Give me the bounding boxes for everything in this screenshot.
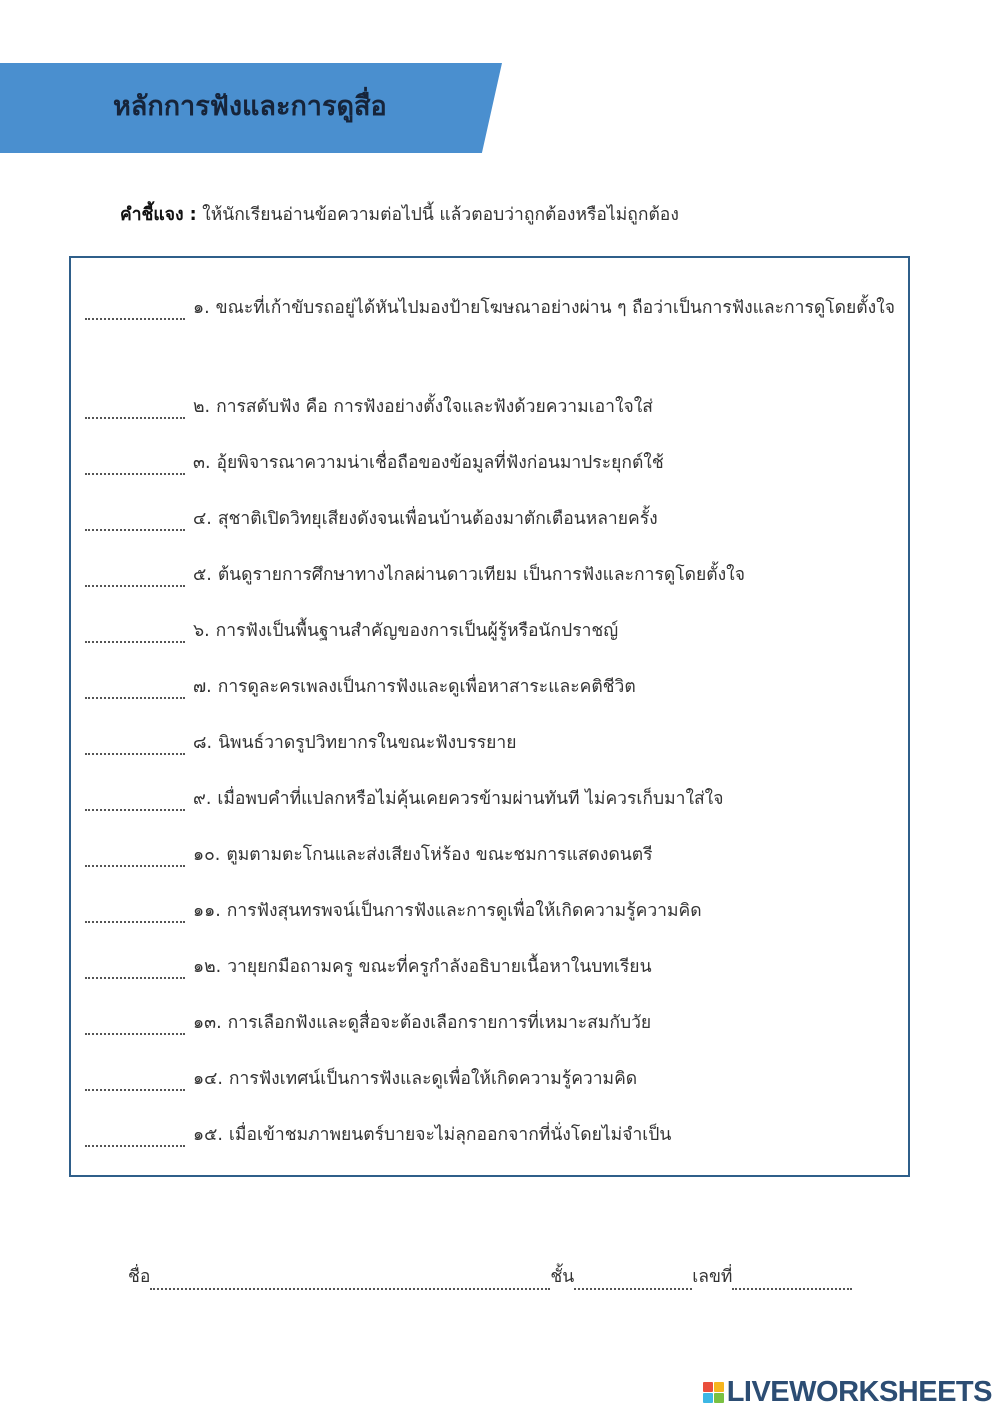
question-number: ๑๓.: [193, 1013, 222, 1033]
question-text: การฟังเป็นพื้นฐานสำคัญของการเป็นผู้รู้หรือนักปราชญ์: [215, 621, 619, 641]
question-item: [85, 1057, 909, 1101]
name-label: ชื่อ: [128, 1267, 151, 1287]
logo-tile-l: [703, 1382, 713, 1392]
logo-text: LIVEWORKSHEETS: [726, 1376, 992, 1408]
question-number: ๕.: [193, 565, 212, 585]
question-number: ๑.: [193, 298, 210, 318]
instruction: [120, 200, 679, 228]
answer-blank[interactable]: [85, 957, 185, 979]
answer-blank[interactable]: [85, 1013, 185, 1035]
question-item: [85, 609, 896, 653]
answer-blank[interactable]: [85, 397, 185, 419]
question-item: [85, 665, 898, 709]
answer-blank[interactable]: [85, 509, 185, 531]
class-label: ชั้น: [550, 1267, 575, 1287]
question-text: ขณะที่เก้าขับรถอยู่ได้หันไปมองป้ายโฆษณาอย่างผ่าน ๆ ถือว่าเป็นการฟังและการดูโดยตั้งใจ: [215, 298, 895, 318]
question-text: เมื่อเข้าชมภาพยนตร์บายจะไม่ลุกออกจากที่นั่งโดยไม่จำเป็น: [228, 1125, 672, 1145]
question-item: [85, 889, 907, 933]
question-text: นิพนธ์วาดรูปวิทยากรในขณะฟังบรรยาย: [218, 733, 517, 753]
logo-tiles-icon: [703, 1382, 724, 1403]
logo-tile-i: [714, 1382, 724, 1392]
question-number: ๑๔.: [193, 1069, 223, 1089]
question-number: ๘.: [193, 733, 213, 753]
question-item: [85, 553, 898, 597]
instruction-label: คำชี้แจง :: [120, 205, 197, 225]
logo-tile-e: [714, 1393, 724, 1403]
question-number: ๓.: [193, 453, 211, 473]
question-text: การฟังเทศน์เป็นการฟังและดูเพื่อให้เกิดความรู้ความคิด: [228, 1069, 638, 1089]
answer-blank[interactable]: [85, 901, 185, 923]
question-item: [85, 286, 896, 330]
question-number: ๑๐.: [193, 845, 221, 865]
number-label: เลขที่: [692, 1267, 733, 1287]
question-number: ๖.: [193, 621, 210, 641]
answer-blank[interactable]: [85, 1125, 185, 1147]
question-text: การเลือกฟังและดูสื่อจะต้องเลือกรายการที่เหมาะสมกับวัย: [227, 1013, 652, 1033]
question-number: ๑๒.: [193, 957, 222, 977]
question-number: ๑๕.: [193, 1125, 223, 1145]
question-text: ตูมตามตะโกนและส่งเสียงโห่ร้อง ขณะชมการแสดงดนตรี: [226, 845, 653, 865]
answer-blank[interactable]: [85, 789, 185, 811]
number-field[interactable]: [732, 1268, 852, 1290]
question-item: [85, 497, 898, 541]
answer-blank[interactable]: [85, 845, 185, 867]
question-item: [85, 945, 907, 989]
question-item: [85, 441, 897, 485]
question-item: [85, 1113, 909, 1157]
class-field[interactable]: [574, 1268, 692, 1290]
answer-blank[interactable]: [85, 733, 185, 755]
question-number: ๙.: [193, 789, 212, 809]
question-number: ๒.: [193, 397, 211, 417]
logo-tile-v: [703, 1393, 713, 1403]
question-box: [69, 256, 910, 1177]
question-item: [85, 385, 896, 429]
name-field[interactable]: [150, 1268, 550, 1290]
answer-blank[interactable]: [85, 1069, 185, 1091]
question-item: [85, 777, 897, 821]
question-text: วายุยกมือถามครู ขณะที่ครูกำลังอธิบายเนื้อหาในบทเรียน: [227, 957, 652, 977]
question-item: [85, 721, 898, 765]
question-text: เมื่อพบคำที่แปลกหรือไม่คุ้นเคยควรข้ามผ่านทันที ไม่ควรเก็บมาใส่ใจ: [217, 789, 724, 809]
question-text: การดูละครเพลงเป็นการฟังและดูเพื่อหาสาระและคติชีวิต: [217, 677, 636, 697]
question-item: [85, 1001, 908, 1045]
question-text: สุชาติเปิดวิทยุเสียงดังจนเพื่อนบ้านต้องมาตักเตือนหลายครั้ง: [217, 509, 658, 529]
answer-blank[interactable]: [85, 565, 185, 587]
instruction-text: ให้นักเรียนอ่านข้อความต่อไปนี้ แล้วตอบว่าถูกต้องหรือไม่ถูกต้อง: [202, 205, 679, 225]
question-text: การสดับฟัง คือ การฟังอย่างตั้งใจและฟังด้วยความเอาใจใส่: [216, 397, 653, 417]
question-item: [85, 833, 906, 877]
question-number: ๑๑.: [193, 901, 221, 921]
question-text: อุ้ยพิจารณาความน่าเชื่อถือของข้อมูลที่ฟังก่อนมาประยุกต์ใช้: [216, 453, 664, 473]
question-number: ๗.: [193, 677, 212, 697]
student-info-line: [128, 1262, 852, 1290]
question-number: ๔.: [193, 509, 212, 529]
answer-blank[interactable]: [85, 453, 185, 475]
liveworksheets-logo: [703, 1376, 992, 1409]
answer-blank[interactable]: [85, 298, 185, 320]
question-text: ต้นดูรายการศึกษาทางไกลผ่านดาวเทียม เป็นการฟังและการดูโดยตั้งใจ: [217, 565, 745, 585]
page-title: หลักการฟังและการดูสื่อ: [113, 91, 387, 122]
answer-blank[interactable]: [85, 621, 185, 643]
question-text: การฟังสุนทรพจน์เป็นการฟังและการดูเพื่อให้เกิดความรู้ความคิด: [226, 901, 702, 921]
answer-blank[interactable]: [85, 677, 185, 699]
